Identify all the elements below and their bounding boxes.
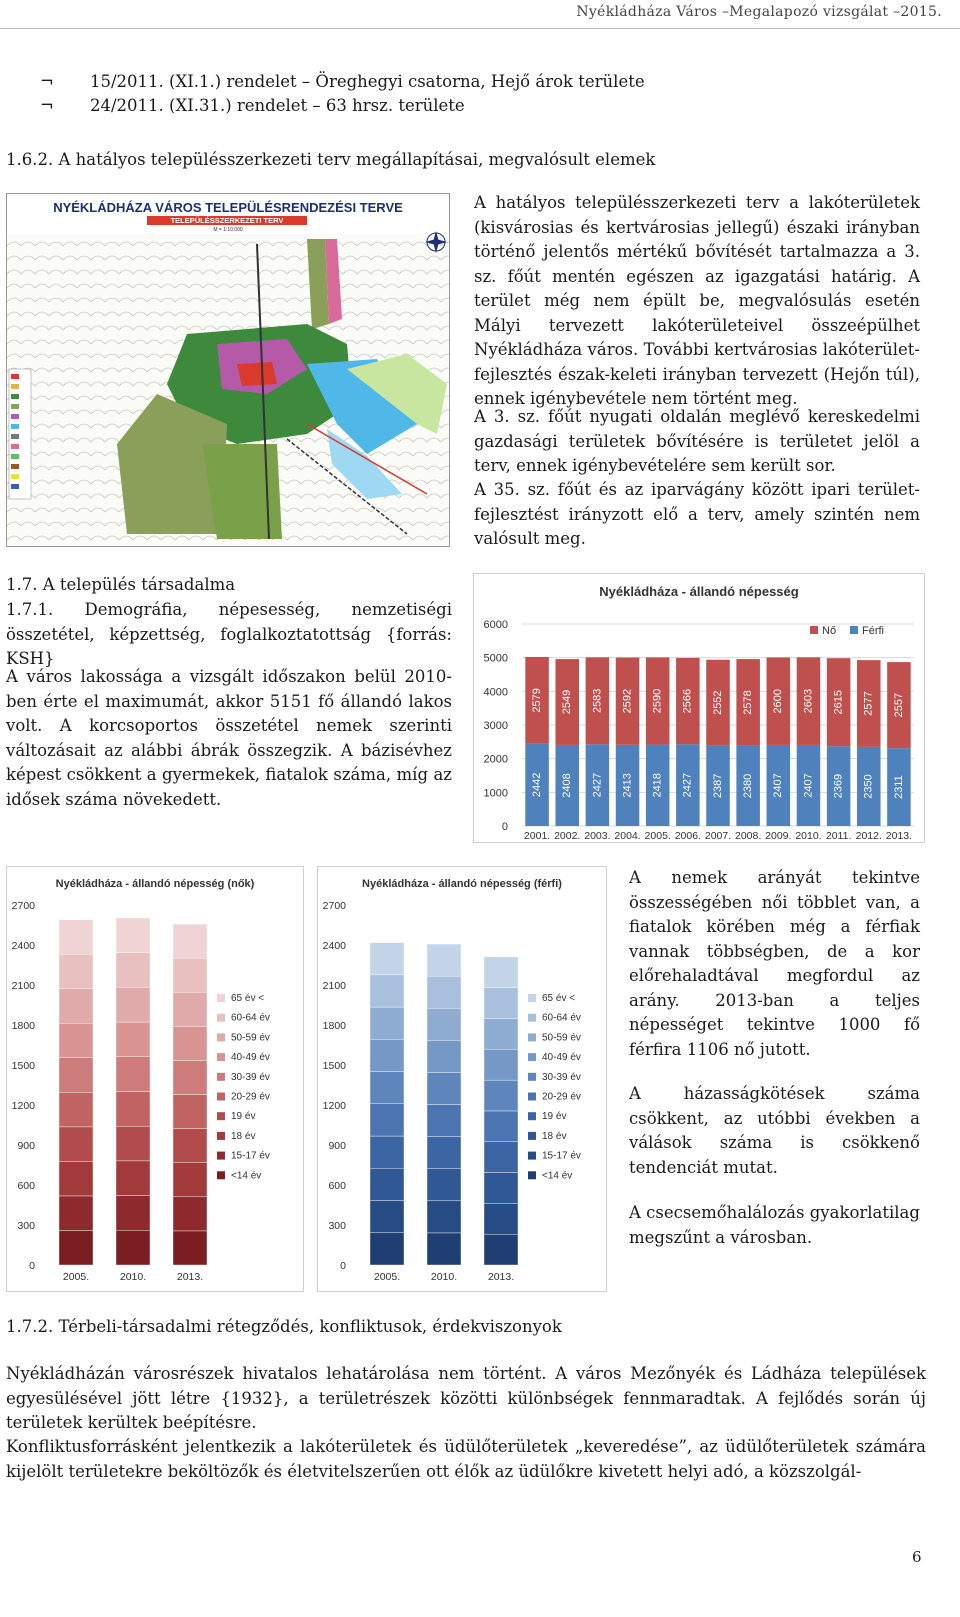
chart-title: Nyékládháza - állandó népesség (férfi) — [362, 878, 562, 890]
legend-swatch — [528, 1152, 536, 1160]
section-title-1-6-2: 1.6.2. A hatályos településszerkezeti terv megállapításai, megvalósult elemek — [6, 150, 656, 169]
bar-segment — [484, 1049, 518, 1080]
bar-segment — [59, 1058, 93, 1093]
bar-segment — [59, 1023, 93, 1058]
y-tick-label: 2700 — [322, 900, 346, 912]
gender-paragraph-1: A nemek arányát tekintve összességében női többlet van, a fiatalok körében még a férfiak vannak többségben, de a kor előrehaladtával megfordul az arány. 2013-ban a teljes népességet tekintve 1000 fő férfira 1106 nő jutott. — [629, 868, 920, 1059]
legend-swatch — [217, 994, 225, 1002]
legend-label: 20-29 év — [231, 1091, 270, 1103]
x-tick-label: 2010. — [795, 830, 822, 842]
legend-label-no: Nő — [822, 625, 837, 637]
bar-segment — [484, 1080, 518, 1111]
legend-label: 19 év — [542, 1111, 567, 1123]
y-tick-label: 5000 — [483, 652, 508, 665]
x-tick-label: 2005. — [62, 1271, 90, 1283]
bar-segment — [173, 992, 207, 1026]
legend-swatch-no — [810, 626, 818, 634]
y-tick-label: 600 — [328, 1180, 346, 1192]
data-label-ferfi: 2408 — [561, 773, 574, 798]
bar-segment — [484, 957, 518, 988]
bar-segment — [427, 1105, 461, 1137]
x-tick-label: 2002. — [554, 830, 581, 842]
bar-segment — [59, 1196, 93, 1231]
y-tick-label: 900 — [17, 1140, 35, 1152]
bar-segment — [484, 1234, 518, 1265]
x-tick-label: 2006. — [674, 830, 701, 842]
bullet-text: 15/2011. (XI.1.) rendelet – Öreghegyi csatorna, Hejő árok területe — [90, 72, 645, 91]
population-chart-svg — [474, 574, 924, 842]
legend-swatch — [217, 1132, 225, 1140]
bar-segment — [484, 1173, 518, 1204]
bar-segment — [484, 1142, 518, 1173]
bar-segment — [116, 1161, 150, 1196]
bar-segment — [427, 944, 461, 976]
data-label-ferfi: 2407 — [772, 773, 785, 798]
section-title-1-7-1: 1.7.1. Demográfia, népesesség, nemzetiségi összetétel, képzettség, foglalkoztatottság {forrás: KSH} — [6, 600, 452, 668]
bar-segment — [484, 988, 518, 1019]
bar-segment — [484, 1203, 518, 1234]
bar-segment — [116, 918, 150, 953]
bar-segment — [370, 943, 404, 975]
zoning-map — [6, 193, 450, 547]
legend-swatch — [528, 1093, 536, 1101]
bar-segment — [59, 1092, 93, 1127]
legend-label: 40-49 év — [542, 1052, 581, 1064]
legend-swatch — [528, 1132, 536, 1140]
bar-segment — [484, 1111, 518, 1142]
bar-segment — [370, 1039, 404, 1071]
map-title: NYÉKLÁDHÁZA VÁROS TELEPÜLÉSRENDEZÉSI TERVE — [53, 200, 403, 215]
y-tick-label: 2400 — [322, 940, 346, 952]
legend-label: 30-39 év — [231, 1071, 270, 1083]
bar-segment — [59, 954, 93, 989]
page-header — [0, 0, 960, 29]
women-population-chart — [6, 866, 304, 1292]
bar-segment — [116, 953, 150, 988]
x-tick-label: 2009. — [765, 830, 792, 842]
men-population-chart — [317, 866, 607, 1292]
plan-paragraph-3: A 35. sz. főút és az iparvágány között ipari terület-fejlesztést irányzott elő a terv, amely szintén nem valósult meg. — [474, 480, 920, 548]
gender-paragraph-3: A csecsemőhalálozás gyakorlatilag megszűnt a városban. — [629, 1203, 920, 1247]
plan-paragraph-2: A 3. sz. főút nyugati oldalán meglévő kereskedelmi gazdasági területek bővítésére is területet jelöl a terv, ennek igénybevételére sem került sor. — [474, 407, 920, 475]
bar-segment — [427, 1169, 461, 1201]
legend-label: 60-64 év — [542, 1012, 581, 1024]
x-tick-label: 2007. — [704, 830, 732, 842]
legend-label: 65 év < — [231, 993, 265, 1004]
x-tick-label: 2005. — [644, 830, 671, 842]
chart-title: Nyékládháza - állandó népesség — [599, 584, 799, 599]
data-label-no: 2600 — [772, 688, 785, 714]
data-label-no: 2592 — [621, 688, 634, 714]
legend-swatch — [217, 1014, 225, 1022]
bar-segment — [370, 1136, 404, 1168]
legend-swatch — [217, 1152, 225, 1160]
page-number: 6 — [912, 1548, 922, 1566]
bar-segment — [370, 975, 404, 1007]
data-label-ferfi: 2407 — [802, 773, 815, 798]
x-tick-label: 2013. — [176, 1271, 204, 1283]
bar-segment — [173, 1026, 207, 1060]
legend-swatch — [528, 1053, 536, 1061]
bar-segment — [370, 1168, 404, 1200]
legend-label: 15-17 év — [231, 1150, 270, 1162]
section-title-1-7-2: 1.7.2. Térbeli-társadalmi rétegződés, konfliktusok, érdekviszonyok — [6, 1317, 562, 1336]
bar-segment — [173, 1095, 207, 1129]
bar-segment — [116, 987, 150, 1022]
data-label-ferfi: 2418 — [651, 773, 664, 798]
data-label-no: 2549 — [561, 689, 574, 715]
bar-segment — [173, 958, 207, 992]
gender-paragraph-2: A házasságkötések száma csökkent, az utóbbi években a válások száma is csökkenő tendenciát mutat. — [629, 1084, 920, 1177]
legend-swatch — [528, 994, 536, 1002]
bullet-item — [40, 72, 740, 96]
bar-segment — [173, 924, 207, 958]
y-tick-label: 2000 — [483, 753, 508, 766]
bar-segment — [370, 1072, 404, 1104]
legend-label: 18 év — [542, 1130, 567, 1142]
y-tick-label: 0 — [340, 1260, 346, 1272]
x-tick-label: 2011. — [825, 830, 852, 842]
legend-label: 50-59 év — [231, 1032, 270, 1044]
legend-swatch — [528, 1112, 536, 1120]
bullet-item — [40, 96, 740, 120]
data-label-no: 2603 — [802, 688, 815, 714]
bullet-marker: ¬ — [40, 72, 54, 91]
bar-segment — [173, 1163, 207, 1197]
bar-segment — [173, 1197, 207, 1231]
map-legend — [9, 369, 31, 499]
legend-label: 30-39 év — [542, 1071, 581, 1083]
legend-label: 50-59 év — [542, 1032, 581, 1044]
bar-segment — [116, 1196, 150, 1231]
y-tick-label: 1200 — [11, 1100, 35, 1112]
legend-label: <14 év — [542, 1170, 573, 1182]
stratification-paragraph-1: Nyékládházán városrészek hivatalos lehatárolása nem történt. A város Mezőnyék és Ládháza települések egyesülésével jött létre {1932}, a területrészek közötti különbségek fennmaradtak. A fejlődés során új területek kerültek beépítésre. — [6, 1364, 926, 1432]
data-label-ferfi: 2413 — [621, 773, 634, 798]
bar-segment — [427, 976, 461, 1008]
y-tick-label: 1800 — [322, 1020, 346, 1032]
legend-label: <14 év — [231, 1170, 262, 1182]
legend-label: 65 év < — [542, 993, 576, 1004]
stratification-paragraph-2: Konfliktusforrásként jelentkezik a lakóterületek és üdülőterületek „keveredése”, az üdülőterületek számára kijelölt területekre beköltözők és életvitelszerűen ott élők az üdülőkre kivetett helyi adó, a közszolgál- — [6, 1437, 926, 1481]
bar-segment — [427, 1201, 461, 1233]
bar-segment — [59, 920, 93, 955]
data-label-no: 2557 — [892, 692, 905, 718]
legend-label: 40-49 év — [231, 1052, 270, 1064]
x-tick-label: 2013. — [487, 1271, 515, 1283]
bar-segment — [116, 1022, 150, 1057]
data-label-ferfi: 2442 — [530, 772, 543, 798]
legend-swatch — [528, 1014, 536, 1022]
data-label-no: 2590 — [651, 688, 664, 714]
legend-label-ferfi: Férfi — [862, 625, 884, 637]
zoning-map-graphic — [7, 194, 449, 546]
y-tick-label: 1500 — [11, 1060, 35, 1072]
demography-paragraph: A város lakossága a vizsgált időszakon belül 2010-ben érte el maximumát, akkor 5151 fő állandó lakos volt. A korcsoportos összetétel nemek szerinti változásait az alábbi ábrák összegzik. A bázisévhez képest csökkent a gyermekek, fiatalok száma, míg az idősek száma növekedett. — [6, 667, 452, 809]
data-label-no: 2578 — [742, 690, 755, 715]
x-tick-label: 2010. — [119, 1271, 147, 1283]
data-label-ferfi: 2427 — [591, 772, 604, 798]
data-label-no: 2577 — [862, 691, 875, 716]
bar-segment — [427, 1072, 461, 1104]
y-tick-label: 1800 — [11, 1020, 35, 1032]
legend-label: 19 év — [231, 1111, 256, 1123]
y-tick-label: 300 — [328, 1220, 346, 1232]
bar-segment — [484, 1018, 518, 1049]
y-tick-label: 2100 — [322, 980, 346, 992]
bar-segment — [370, 1007, 404, 1039]
legend-swatch — [217, 1093, 225, 1101]
x-tick-label: 2008. — [735, 830, 762, 842]
y-tick-label: 3000 — [483, 720, 508, 732]
data-label-no: 2583 — [591, 688, 604, 714]
legend-swatch — [217, 1033, 225, 1041]
bar-segment — [59, 1230, 93, 1265]
data-label-ferfi: 2427 — [681, 772, 694, 798]
bar-segment — [427, 1008, 461, 1040]
y-tick-label: 1200 — [322, 1100, 346, 1112]
bar-segment — [59, 989, 93, 1024]
legend-label: 15-17 év — [542, 1150, 581, 1162]
data-label-ferfi: 2380 — [742, 773, 755, 799]
bar-segment — [427, 1040, 461, 1072]
bar-segment — [173, 1231, 207, 1265]
x-tick-label: 2004. — [614, 830, 641, 842]
y-tick-label: 600 — [17, 1180, 35, 1192]
bar-segment — [173, 1060, 207, 1094]
women-chart-svg — [7, 867, 303, 1291]
legend-label: 18 év — [231, 1130, 256, 1142]
legend-label: 60-64 év — [231, 1012, 270, 1024]
legend-swatch — [528, 1033, 536, 1041]
bar-segment — [116, 1057, 150, 1092]
legend-swatch — [217, 1112, 225, 1120]
x-tick-label: 2012. — [855, 830, 882, 842]
data-label-no: 2579 — [530, 688, 543, 713]
bar-segment — [116, 1091, 150, 1126]
bar-segment — [427, 1233, 461, 1265]
plan-paragraph-1: A hatályos településszerkezeti terv a lakóterületek (kisvárosias és kertvárosias jellegű) északi irányban történő jelentős mértékű bővítését tartalmazza a 3. sz. főút mentén egészen az igazgatási határig. A terület még nem épült be, megvalósulás esetén Mályi tervezett lakóterületeivel összeépülhet Nyékládháza város. További kertvárosias lakóterület-fejlesztés észak-keleti irányban tervezett (Hejőn túl), ennek igénybevétele nem történt meg. — [474, 193, 920, 408]
y-tick-label: 300 — [17, 1220, 35, 1232]
x-tick-label: 2001. — [523, 830, 551, 842]
chart-title: Nyékládháza - állandó népesség (nők) — [55, 878, 255, 890]
map-subtitle: TELEPÜLÉSSZERKEZETI TERV — [147, 216, 307, 225]
y-tick-label: 2400 — [11, 940, 35, 952]
data-label-no: 2615 — [832, 689, 845, 715]
legend-swatch — [528, 1171, 536, 1179]
legend-swatch — [217, 1171, 225, 1179]
bar-segment — [116, 1230, 150, 1265]
bar-segment — [370, 1201, 404, 1233]
population-chart — [473, 573, 925, 843]
map-scale: M = 1:10.000 — [213, 227, 243, 233]
data-label-no: 2566 — [681, 688, 694, 714]
y-tick-label: 6000 — [483, 619, 508, 631]
y-tick-label: 1000 — [483, 787, 508, 800]
x-tick-label: 2003. — [584, 830, 611, 842]
legend-swatch-ferfi — [850, 626, 858, 634]
bullet-text: 24/2011. (XI.31.) rendelet – 63 hrsz. területe — [90, 96, 465, 115]
data-label-ferfi: 2387 — [711, 773, 724, 799]
bar-segment — [370, 1104, 404, 1136]
x-tick-label: 2013. — [885, 830, 913, 842]
data-label-no: 2552 — [711, 690, 724, 715]
y-tick-label: 900 — [328, 1140, 346, 1152]
bar-segment — [59, 1161, 93, 1196]
men-chart-svg — [318, 867, 606, 1291]
bar-segment — [116, 1126, 150, 1161]
y-tick-label: 1500 — [322, 1060, 346, 1072]
data-label-ferfi: 2350 — [862, 774, 875, 799]
y-tick-label: 4000 — [483, 686, 508, 699]
x-tick-label: 2005. — [373, 1271, 401, 1283]
legend-swatch — [217, 1073, 225, 1081]
x-tick-label: 2010. — [430, 1271, 458, 1283]
y-tick-label: 2700 — [11, 900, 35, 912]
legend-label: 20-29 év — [542, 1091, 581, 1103]
data-label-ferfi: 2311 — [892, 775, 905, 799]
bar-segment — [370, 1233, 404, 1265]
bar-segment — [427, 1137, 461, 1169]
section-title-1-7: 1.7. A település társadalma — [6, 575, 236, 594]
legend-swatch — [217, 1053, 225, 1061]
data-label-ferfi: 2369 — [832, 773, 845, 799]
y-tick-label: 2100 — [11, 980, 35, 992]
header-text: Nyékládháza Város –Megalapozó vizsgálat –2015. — [576, 4, 942, 20]
bullet-marker: ¬ — [40, 96, 54, 115]
y-tick-label: 0 — [29, 1260, 35, 1272]
legend-swatch — [528, 1073, 536, 1081]
y-tick-label: 0 — [501, 821, 508, 833]
bar-segment — [173, 1129, 207, 1163]
bar-segment — [59, 1127, 93, 1162]
